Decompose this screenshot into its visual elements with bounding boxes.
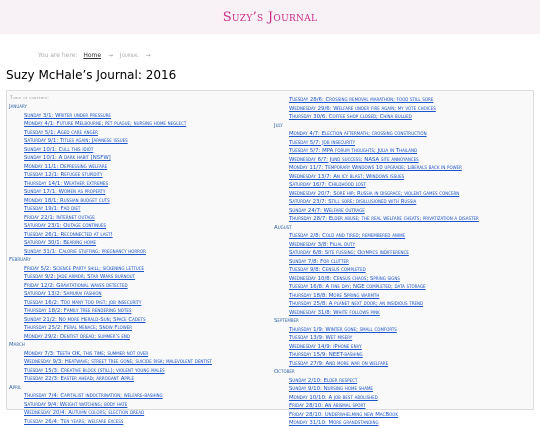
page-title: Suzy McHale’s Journal: 2016: [6, 68, 177, 82]
toc-entry-link[interactable]: Thursday 14/1: Weather extremes: [24, 180, 108, 187]
toc-entry-link[interactable]: Saturday 6/8: Site fussing; Olympics indifference: [289, 250, 409, 256]
toc-entry-link[interactable]: Sunday 10/1: A dark habit [NSFW]: [24, 155, 111, 161]
toc-entry-link[interactable]: Tuesday 9/2: Jade armor; Star Wars burnout: [24, 274, 136, 280]
toc-entry-link[interactable]: Thursday 7/4: Capitalist indoctrination; welfare-bashing: [24, 393, 163, 399]
toc-entry-link[interactable]: Tuesday 2/8: Cold and tired; remembered anime: [289, 233, 406, 239]
toc-entry-link[interactable]: Saturday 9/4: Weight watching; body hate: [24, 401, 128, 408]
toc-entry-link[interactable]: Wednesday 10/8: Census chaos; Spring signs: [289, 275, 400, 282]
toc-month-link[interactable]: April: [9, 384, 22, 391]
toc-entry-link[interactable]: Monday 31/10: More grandstanding: [289, 420, 379, 426]
breadcrumb-arrow-icon: →: [145, 52, 151, 59]
toc-entry-link[interactable]: Saturday 13/2: Samurai fashion: [24, 291, 102, 297]
breadcrumb-current: Journal: [119, 52, 139, 59]
toc-entry-link[interactable]: Sunday 31/1: Calorie stuffing; pregnancy horror: [24, 248, 146, 255]
toc-entry-link[interactable]: Sunday 3/1: Writer under pressure: [24, 112, 111, 119]
toc-entry-link[interactable]: Tuesday 27/9: And more war on welfare: [289, 360, 389, 367]
site-title[interactable]: Suzy’s Journal: [222, 10, 318, 25]
toc-entry-link[interactable]: Saturday 23/1: Outage continues: [24, 223, 107, 229]
toc-entry-link[interactable]: Tuesday 26/1: Reconnected at last!: [24, 231, 113, 238]
toc-month-link[interactable]: January: [9, 104, 27, 110]
toc-entry-link[interactable]: Friday 22/1: Internet outage: [24, 214, 95, 221]
toc-entry-link[interactable]: Tuesday 5/7: MPA forum thoughts; Julia in Thailand: [289, 148, 418, 154]
toc-entry-link[interactable]: Tuesday 16/8: A fine day; NGE completed; data storage: [289, 284, 426, 290]
toc-entry-link[interactable]: Thursday 18/2: Family tree rendering notes: [24, 308, 132, 314]
toc-entry-link[interactable]: Wednesday 9/3: Heatwave; street tree gone; suicide risk; malevolent dentist: [24, 359, 212, 365]
toc-entry-link[interactable]: Wednesday 6/7: Jund success; NASA site annoyances: [289, 156, 419, 163]
toc-month-link[interactable]: October: [274, 369, 295, 375]
toc-entry-link[interactable]: Thursday 30/6: Coffee shop closed; China bullied: [289, 114, 412, 120]
toc-entry-link[interactable]: Saturday 23/7: Still sore; disillusioned with Russia: [289, 199, 417, 205]
toc-month-link[interactable]: March: [9, 342, 25, 348]
toc-entry-link[interactable]: Tuesday 13/9: Wet misery: [289, 335, 353, 341]
toc-entry-link[interactable]: Monday 4/7: Election aftermath; crossing construction: [289, 131, 427, 137]
toc-entry-link[interactable]: Thursday 15/9: NEET-bashing: [289, 352, 363, 358]
toc-entry-link[interactable]: Wednesday 31/8: White follows pink: [289, 309, 380, 316]
toc-entry-link[interactable]: Saturday 16/7: Childhood lost: [289, 182, 366, 188]
breadcrumb: [38, 52, 155, 59]
toc-entry-link[interactable]: Friday 28/10: Underwhelming new MacBook: [289, 411, 398, 418]
toc-entry-link[interactable]: Tuesday 15/3: Creative block (still); violent young males: [24, 367, 165, 374]
table-of-contents: [6, 90, 534, 426]
toc-entry-link[interactable]: Tuesday 26/4: Ten years; welfare excess: [24, 418, 124, 425]
toc-entry-link[interactable]: Tuesday 5/7: Job insecurity: [289, 139, 356, 146]
toc-month-link[interactable]: August: [274, 224, 292, 231]
breadcrumb-prefix: You are here:: [38, 52, 78, 59]
toc-entry-link[interactable]: Monday 11/1: Depressing welfare: [24, 163, 108, 170]
toc-entry-link[interactable]: Wednesday 29/6: Welfare under fire again; my vote choices: [289, 105, 436, 112]
toc-entry-link[interactable]: Monday 11/7: Temporary Windows 10 upgrade; Liberals back in power: [289, 165, 462, 171]
toc-month-link[interactable]: July: [274, 122, 283, 129]
toc-entry-link[interactable]: Wednesday 3/8: Filial duty: [289, 241, 356, 248]
toc-month-link[interactable]: September: [274, 318, 299, 324]
toc-entry-link[interactable]: Thursday 25/8: A planet next door; an insidious trend: [289, 301, 424, 307]
toc-entry-link[interactable]: Sunday 10/1: Cull this idiot: [24, 146, 94, 153]
toc-entry-link[interactable]: Tuesday 19/1: Fad diet: [24, 206, 81, 212]
toc-entry-link[interactable]: Friday 28/10: An abismal sport: [289, 403, 366, 409]
toc-entry-link[interactable]: Saturday 9/1: Titles again; Japanese issues: [24, 138, 128, 144]
toc-entry-link[interactable]: Tuesday 9/8: Census completed: [289, 267, 366, 273]
toc-entry-link[interactable]: Wednesday 14/9: iPhone envy: [289, 343, 362, 350]
toc-entry-link[interactable]: Thursday 1/9: Winter gone; small comforts: [289, 326, 397, 333]
toc-entry-link[interactable]: Monday 4/1: Future Melbourne; pet plague; nursing home neglect: [24, 121, 187, 127]
breadcrumb-home-link[interactable]: Home: [83, 52, 102, 59]
toc-left-column: [9, 103, 264, 426]
breadcrumb-arrow-icon: →: [107, 52, 113, 59]
toc-heading: Table of contents:: [10, 96, 50, 101]
toc-entry-link[interactable]: Wednesday 13/7: An icy blast; Windows issues: [289, 173, 405, 180]
toc-entry-link[interactable]: Sunday 2/10: Elder respect: [289, 377, 358, 384]
toc-entry-link[interactable]: Sunday 7/8: For clutter: [289, 258, 349, 265]
toc-entry-link[interactable]: Sunday 21/2: No more Herald-Sun; Space Cadets: [24, 316, 146, 323]
toc-entry-link[interactable]: Monday 29/2: Dentist dread; summer’s end: [24, 333, 130, 340]
toc-entry-link[interactable]: Wednesday 20/4: Autumn colors; election dread: [24, 410, 145, 416]
toc-entry-link[interactable]: Monday 7/3: Teeth OK, this time; summer not over: [24, 350, 149, 357]
toc-entry-link[interactable]: Sunday 24/7: Welfare outrage: [289, 207, 365, 214]
site-header: [0, 0, 540, 34]
toc-month-link[interactable]: February: [9, 257, 31, 263]
toc-entry-link[interactable]: Wednesday 20/7: Sore hip; Russia in disgrace; violent games concern: [289, 190, 460, 197]
toc-entry-link[interactable]: Tuesday 12/1: Refugee stupidity: [24, 172, 103, 178]
toc-entry-link[interactable]: Monday 18/1: Russian budget cuts: [24, 197, 110, 204]
toc-entry-link[interactable]: Friday 12/2: Gravitational waves detected: [24, 282, 128, 289]
toc-entry-link[interactable]: Monday 10/10: A job best abolished: [289, 394, 378, 401]
toc-right-column: [274, 96, 529, 428]
toc-entry-link[interactable]: Sunday 17/1: Women as property: [24, 189, 106, 195]
toc-entry-link[interactable]: Tuesday 22/3: Easter ahead; arrogant Apple: [24, 376, 134, 382]
toc-entry-link[interactable]: Thursday 25/2: Feral menace; Snow Flower: [24, 325, 133, 331]
toc-entry-link[interactable]: Saturday 30/1: Bearing home: [24, 240, 97, 246]
toc-entry-link[interactable]: Tuesday 5/1: Aged care anger: [24, 129, 98, 136]
toc-entry-link[interactable]: Tuesday 28/6: Crossing removal marathon; food still sore: [289, 97, 434, 103]
toc-entry-link[interactable]: Friday 5/2: Science Party shill; sickening lettuce: [24, 265, 145, 272]
toc-entry-link[interactable]: Sunday 9/10: Nursing home shame: [289, 386, 373, 392]
toc-entry-link[interactable]: Tuesday 16/2: Too many too fast; job insecurity: [24, 299, 142, 306]
toc-entry-link[interactable]: Thursday 18/8: More Spring warmth: [289, 292, 380, 299]
toc-entry-link[interactable]: Thursday 28/7: Elder abuse; the real welfare cheats; privatization a disaster: [289, 216, 479, 222]
